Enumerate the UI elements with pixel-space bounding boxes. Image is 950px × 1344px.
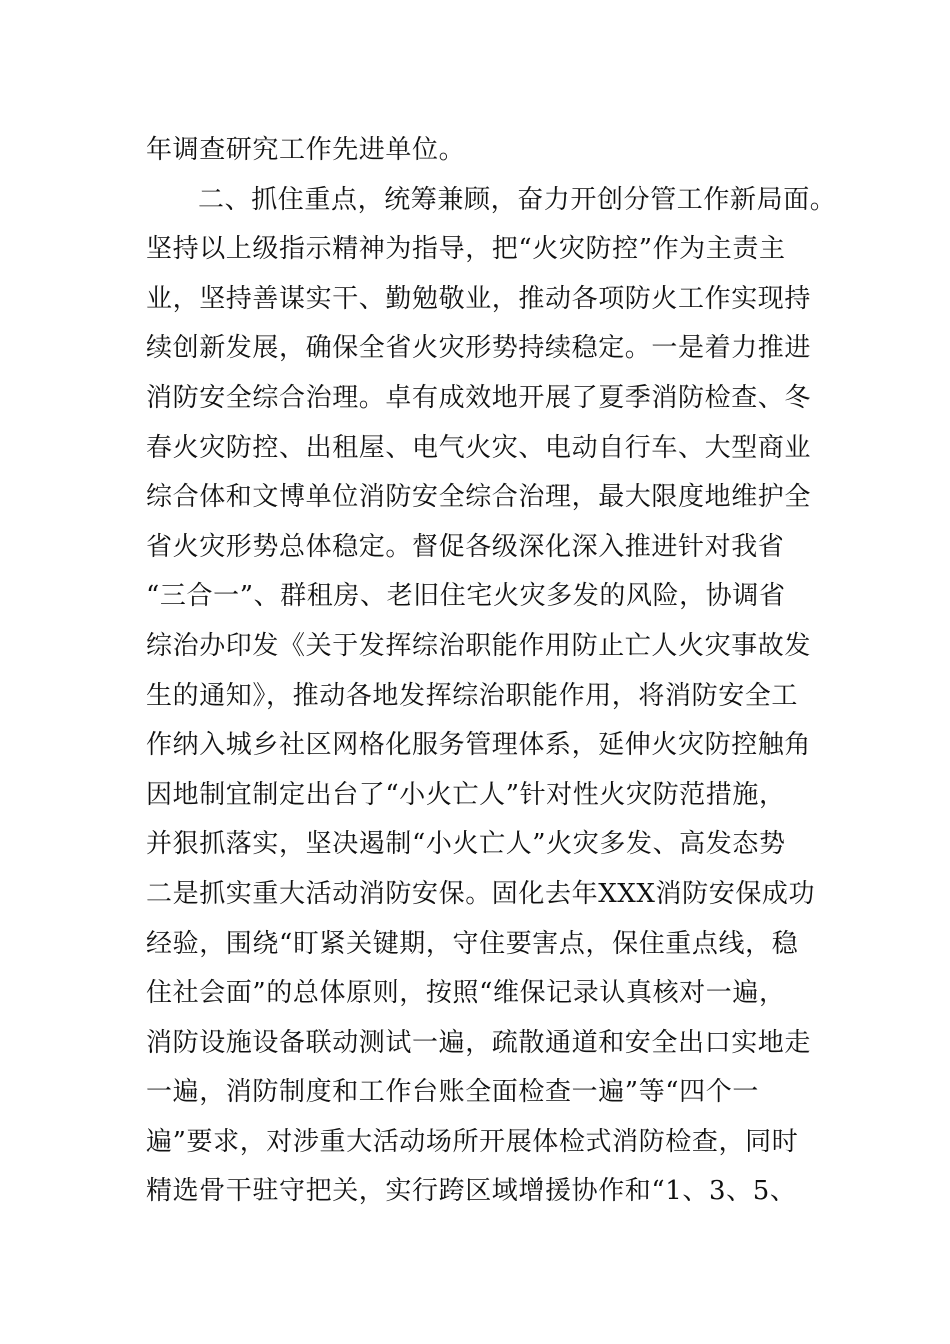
text-line: 综合体和文博单位消防安全综合治理，最大限度地维护全 [146, 482, 812, 513]
text-line: “三合一”、群租房、老旧住宅火灾多发的风险，协调省 [146, 581, 786, 612]
text-line: 精选骨干驻守把关，实行跨区域增援协作和“1、3、5、 [146, 1176, 797, 1207]
text-line: 消防设施设备联动测试一遍，疏散通道和安全出口实地走 [146, 1027, 812, 1058]
text-line: 遍”要求，对涉重大活动场所开展体检式消防检查，同时 [146, 1126, 799, 1157]
text-line: 二是抓实重大活动消防安保。固化去年XXX消防安保成功 [146, 878, 816, 909]
text-line: 并狠抓落实，坚决遏制“小火亡人”火灾多发、高发态势 [146, 829, 786, 860]
text-line: 春火灾防控、出租屋、电气火灾、电动自行车、大型商业 [146, 432, 812, 463]
text-line: 业，坚持善谋实干、勤勉敬业，推动各项防火工作实现持 [146, 283, 812, 314]
text-line: 综治办印发《关于发挥综治职能作用防止亡人火灾事故发 [146, 630, 812, 661]
text-line: 续创新发展，确保全省火灾形势持续稳定。一是着力推进 [146, 333, 812, 364]
body-text [146, 126, 837, 1217]
text-line: 生的通知》，推动各地发挥综治职能作用，将消防安全工 [146, 680, 799, 711]
text-line: 作纳入城乡社区网格化服务管理体系，延伸火灾防控触角 [146, 730, 812, 761]
text-line: 因地制宜制定出台了“小火亡人”针对性火灾防范措施， [146, 779, 786, 810]
text-line: 省火灾形势总体稳定。督促各级深化深入推进针对我省 [146, 531, 785, 562]
text-line: 年调查研究工作先进单位。 [146, 135, 466, 165]
text-line: 坚持以上级指示精神为指导，把“火灾防控”作为主责主 [146, 234, 786, 265]
section-heading-line: 二、抓住重点，统筹兼顾，奋力开创分管工作新局面。 [198, 184, 837, 215]
text-line: 经验，围绕“盯紧关键期，守住要害点，保住重点线，稳 [146, 928, 799, 959]
text-line: 一遍，消防制度和工作台账全面检查一遍”等“四个一 [146, 1077, 759, 1108]
text-line: 住社会面”的总体原则，按照“维保记录认真核对一遍， [146, 978, 786, 1009]
text-line: 消防安全综合治理。卓有成效地开展了夏季消防检查、冬 [146, 382, 812, 413]
